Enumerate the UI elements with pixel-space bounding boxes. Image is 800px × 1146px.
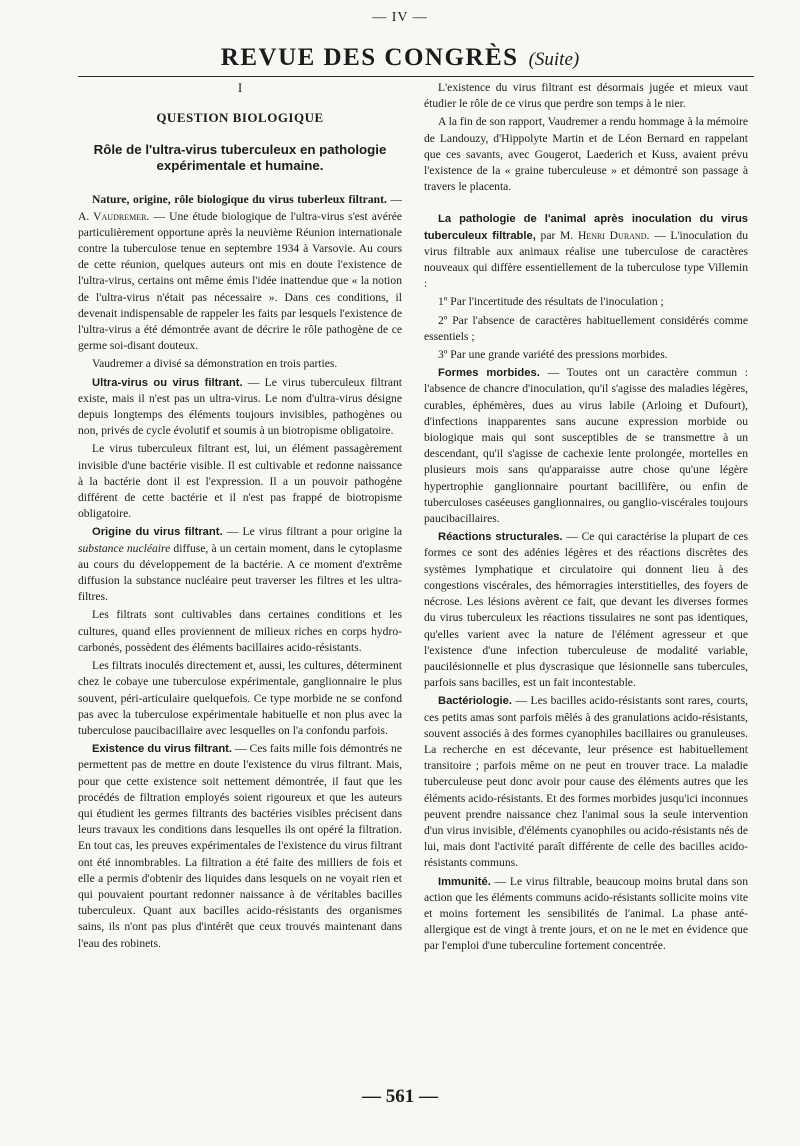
subheading: Bactériologie. (438, 695, 512, 708)
article-lead: La pathologie de l'animal après inoculation du virus tuberculeux filtrable, (424, 213, 748, 242)
journal-section-title: REVUE DES CONGRÈS (220, 44, 519, 71)
subheading: Formes morbides. (438, 367, 540, 380)
author-name: Henri Durand. (577, 228, 650, 242)
paragraph: Existence du virus filtrant. — Ces faits mille fois démontrés ne permettent pas de mettre en doute l'existence du virus filtrant. Mais, pour que cette existence soit nettement démontrée, il faut que les procédés de filtration employés soient rigoureux et que les auteurs qui étudient les germes filtrants des bactéries visibles précisent dans leurs travaux les conditions dans lesquelles ils ont opéré la filtration. En tout cas, les preuves expérimentales de l'existence du virus filtrant ont été innombrables. La filtration a été faite des milliers de fois et elle a permis d'obtenir des liquides dans lesquels on ne voyait rien et qui pouvaient pourtant redonner naissance à de véritables bacilles tuberculeux. Quant aux bacilles acido-résistants des organismes sains, ils n'ont pas plus d'intérêt que ceux trouvés maintenant dans l'eau des robinets. (78, 742, 403, 950)
suite-label: (Suite) (528, 49, 580, 70)
byline: par M. (540, 228, 574, 242)
paragraph-text: Le virus tuberculeux filtrant existe, mais il n'est pas un ultra-virus. Le nom d'ultra-virus désigne depuis longtemps des éléments toujours invisibles, pathogènes ou non, privés de cycle évolutif et soumis à un biotropisme obligatoire. (78, 375, 402, 438)
paragraph-text: Ces faits mille fois démontrés ne permettent pas de mettre en doute l'existence du virus filtrant. Mais, pour que cette existence soit nettement démontrée, il faut que les procédés de filtration employés soient rigoureux et que les auteurs qui étudient les germes filtrants des bactéries visibles précisent dans leurs travaux les conditions dans lesquelles ils ont opéré la filtration. En tout cas, les preuves expérimentales de l'existence du virus filtrant ont été innombrables. La filtration a été faite des milliers de fois et elle a permis d'obtenir des liquides dans lesquels on ne voyait rien et qui pouvaient pourtant redonner naissance à de véritables bacilles tuberculeux. Quant aux bacilles acido-résistants des organismes sains, ils n'ont pas plus d'intérêt que ceux trouvés maintenant dans l'eau des robinets. (78, 742, 403, 950)
subheading: Immunité. (438, 875, 491, 888)
section-number: I (237, 80, 243, 95)
paragraph: Origine du virus filtrant. — Le virus filtrant a pour origine la substance nucléaire diffuse, à un certain moment, dans le cytoplasme au cours du développement de la bactérie. A ce moment d'extrême diffusion la substance nucléaire peut traverser les filtres et les ultra-filtres. (78, 525, 403, 604)
right-column (424, 80, 748, 957)
paragraph: L'existence du virus filtrant est désormais jugée et mieux vaut étudier le rôle de ce virus que perdre son temps à le nier. (424, 81, 748, 111)
page-marker: — IV — (372, 10, 428, 25)
article-title: Rôle de l'ultra-virus tuberculeux en pathologie expérimentale et humaine. (93, 142, 387, 174)
paragraph-text: Le virus filtrable, beaucoup moins brutal dans son action que les éléments communs acido-résistants sollicite moins vite et moins fortement les sensibilités de l'animal. La phase anté-allergique est de vingt à trente jours, et on ne le met en évidence que par l'emploi d'une tuberculine fortement concentrée. (424, 874, 748, 953)
paragraph: Nature, origine, rôle biologique du virus tuberleux filtrant. — A. Vaudremer. — Une étude biologique de l'ultra-virus s'est avérée particulièrement opportune après la neuvième Réunion internationale contre la tuberculose tenue en septembre 1934 à Varsovie. Au cours de cette réunion, quelques auteurs ont mis en doute l'existence de l'ultra-virus, certains ont même émis l'idée inattendue que « la notion de l'ultra-virus n'était pas nécessaire ». Dans ces conditions, il devenait indispensable de rappeler les faits par lesquels l'existence de l'ultra-virus a été démontrée avant de décrire le rôle pathogène de ce germe soi-disant douteux. (78, 193, 403, 353)
paragraph-text: Toutes ont un caractère commun : l'absence de chancre d'inoculation, qu'il s'agisse des maladies légères, curables, éphémères, dues au virus labile (Arloing et Dufourt), d'infections inapparentes sans aucune expression morbide ou biologique mais qui sont susceptibles de se transmettre à un descendant, qu'il s'agisse de cachexie lente prolongée, mortelles en plusieurs mois sans qu'apparaisse autre chose qu'une légère hypertrophie ganglionnaire pourtant bacillifère, ou enfin de tuberculoses caséeuses ganglionnaires, ou ganglio-viscérales toujours paucibacillaires. (424, 366, 748, 526)
subheading: Origine du virus filtrant. (92, 526, 223, 539)
paragraph: Les filtrats inoculés directement et, aussi, les cultures, déterminent chez le cobaye une tuberculose expérimentale, ganglionnaire le plus souvent, péri-articulaire quelquefois. Ce type morbide ne se confond pas avec la tuberculose expérimentale habituelle et non plus avec la tuberculose paucibacillaire avec lesquelles on l'a confondu parfois. (78, 659, 402, 737)
paragraph: Ultra-virus ou virus filtrant. — Le virus tuberculeux filtrant existe, mais il n'est pas un ultra-virus. Le nom d'ultra-virus désigne depuis longtemps des éléments toujours invisibles, pathogènes ou non, privés de cycle évolutif et soumis à un biotropisme obligatoire. (78, 375, 402, 438)
header-rule (78, 76, 754, 77)
list-item: 2º Par l'absence de caractères habituellement considérés comme essentiels ; (424, 313, 748, 343)
author-name: A. Vaudremer. (78, 209, 150, 223)
paragraph-text: L'inoculation du virus filtrable aux animaux réalise une tuberculose de caractères nouveaux qui diffère essentiellement de la tuberculose type Villemin : (424, 228, 748, 291)
paragraph-text: Une étude biologique de l'ultra-virus s'est avérée particulièrement opportune après la neuvième Réunion internationale contre la tuberculose tenue en septembre 1934 à Varsovie. Au cours de cette réunion, quelques auteurs ont mis en doute l'existence de l'ultra-virus, certains ont même émis l'idée inattendue que « la notion de l'ultra-virus n'était pas nécessaire ». Dans ces conditions, il devenait indispensable de rappeler les faits par lesquels l'existence de l'ultra-virus a été démontrée avant de décrire le rôle pathogène de ce germe soi-disant douteux. (78, 209, 403, 353)
paragraph-text: Le virus filtrant a pour origine la (242, 525, 402, 539)
paragraph: Formes morbides. — Toutes ont un caractère commun : l'absence de chancre d'inoculation, qu'il s'agisse des maladies légères, curables, éphémères, dues au virus labile (Arloing et Dufourt), d'infections inapparentes sans aucune expression morbide ou biologique mais qui sont susceptibles de se transmettre à un descendant, qu'il s'agisse de cachexie lente prolongée, mortelles en plusieurs mois sans qu'apparaisse autre chose qu'une légère hypertrophie ganglionnaire pourtant bacillifère, ou enfin de tuberculoses caséeuses ganglionnaires, ou ganglio-viscérales toujours paucibacillaires. (424, 366, 748, 526)
list-item: 3º Par une grande variété des pressions morbides. (438, 348, 668, 362)
subheading: Existence du virus filtrant. (92, 743, 233, 756)
paragraph: Immunité. — Le virus filtrable, beaucoup moins brutal dans son action que les éléments communs acido-résistants sollicite moins vite et moins fortement les sensibilités de l'animal. La phase anté-allergique est de vingt à trente jours, et on ne le met en évidence que par l'emploi d'une tuberculine fortement concentrée. (424, 874, 748, 953)
paragraph: La pathologie de l'animal après inoculation du virus tuberculeux filtrable, par M. Henri Durand. — L'inoculation du virus filtrable aux animaux réalise une tuberculose de caractères nouveaux qui diffère essentiellement de la tuberculose type Villemin : (424, 213, 748, 291)
paragraph: Vaudremer a divisé sa démonstration en trois parties. (92, 357, 338, 371)
paragraph: Les filtrats sont cultivables dans certaines conditions et les cultures, quand elles proviennent de milieux riches en corps hydro-carbonés, possèdent des éléments bacillaires acido-résistants. (78, 608, 402, 654)
page-header (0, 44, 800, 72)
emphasis: substance nucléaire (78, 541, 171, 555)
paragraph: Réactions structurales. — Ce qui caractérise la plupart de ces formes ce sont des adénies légères et des réactions discrètes des systèmes lymphatique et circulatoire qui donnent lieu à des congestions viscérales, des hémorragies interstitielles, des foyers de nécrose. Les lésions avèrent ce fait, que devant les diverses formes du virus tuberculeux les réactions tissulaires ne sont pas identiques, qu'elles varient avec la nature de l'élément agresseur et que l'existence d'une infection tuberculeuse de modalité variable, paucilésionnelle et plus dyscrasique que lésionnelle sans tubercules, parfois sans bacilles, est un fait incontestable. (424, 530, 749, 690)
paragraph: A la fin de son rapport, Vaudremer a rendu hommage à la mémoire de Landouzy, d'Hippolyte Martin et de Léon Bernard en rappelant que ces savants, avec Gougerot, Laederich et Kuss, avaient prévu l'existence de la « graine tuberculeuse » et démontré son passage à travers le placenta. (424, 115, 748, 194)
left-column (78, 80, 402, 954)
paragraph-lead: Nature, origine, rôle biologique du virus tuberleux filtrant. (92, 193, 387, 207)
paragraph: Le virus tuberculeux filtrant est, lui, un élément passagèrement invisible d'une bactérie visible. Il est cultivable et redonne naissance à la bactérie dont il est l'expression. Il a un pouvoir pathogène différent de cette bactérie et il n'est pas frappé de biotropisme obligatoire. (78, 442, 402, 521)
section-title: QUESTION BIOLOGIQUE (156, 110, 324, 126)
list-item: 1º Par l'incertitude des résultats de l'inoculation ; (438, 295, 664, 309)
paragraph-text: Ce qui caractérise la plupart de ces formes ce sont des adénies légères et des réactions discrètes des systèmes lymphatique et circulatoire qui donnent lieu à des congestions viscérales, des hémorragies interstitielles, des foyers de nécrose. Les lésions avèrent ce fait, que devant les diverses formes du virus tuberculeux les réactions tissulaires ne sont pas identiques, qu'elles varient avec la nature de l'élément agresseur et que l'existence d'une infection tuberculeuse de modalité variable, paucilésionnelle et plus dyscrasique que lésionnelle sans tubercules, parfois sans bacilles, est un fait incontestable. (424, 530, 749, 690)
paragraph-text: Les bacilles acido-résistants sont rares, courts, ces petits amas sont parfois mêlés à des granulations acido-résistants, souvent associés à des formes cyanophiles bacillaires ou granuleuses. La recherche en est décevante, leur présence est habituellement transitoire ; parfois même on ne peut en trouver trace. La maladie tuberculeuse peut donc avoir pour cause des éléments autres que les éléments acido-résistants. Et des formes morbides jusqu'ici inconnues peuvent prendre naissance chez l'animal sous la seule intervention d'un virus invisible, d'éléments cyanophiles ou acido-résistants nés de lui, mais dont l'activité paraît différente de celle des bacilles acido-résistants communs. (424, 694, 748, 870)
subheading: Réactions structurales. (438, 531, 563, 544)
paragraph: Bactériologie. — Les bacilles acido-résistants sont rares, courts, ces petits amas sont parfois mêlés à des granulations acido-résistants, souvent associés à des formes cyanophiles bacillaires ou granuleuses. La recherche en est décevante, leur présence est habituellement transitoire ; parfois même on ne peut en trouver trace. La maladie tuberculeuse peut donc avoir pour cause des éléments autres que les éléments acido-résistants. Et des formes morbides jusqu'ici inconnues peuvent prendre naissance chez l'animal sous la seule intervention d'un virus invisible, d'éléments cyanophiles ou acido-résistants nés de lui, mais dont l'activité paraît différente de celle des bacilles acido-résistants communs. (424, 694, 748, 870)
page-number: — 561 — (362, 1086, 438, 1107)
subheading: Ultra-virus ou virus filtrant. (92, 376, 243, 389)
paragraph-text: diffuse, à un certain moment, dans le cytoplasme au cours du développement de la bactérie. A ce moment d'extrême diffusion la substance nucléaire peut traverser les filtres et les ultra-filtres. (78, 541, 403, 604)
